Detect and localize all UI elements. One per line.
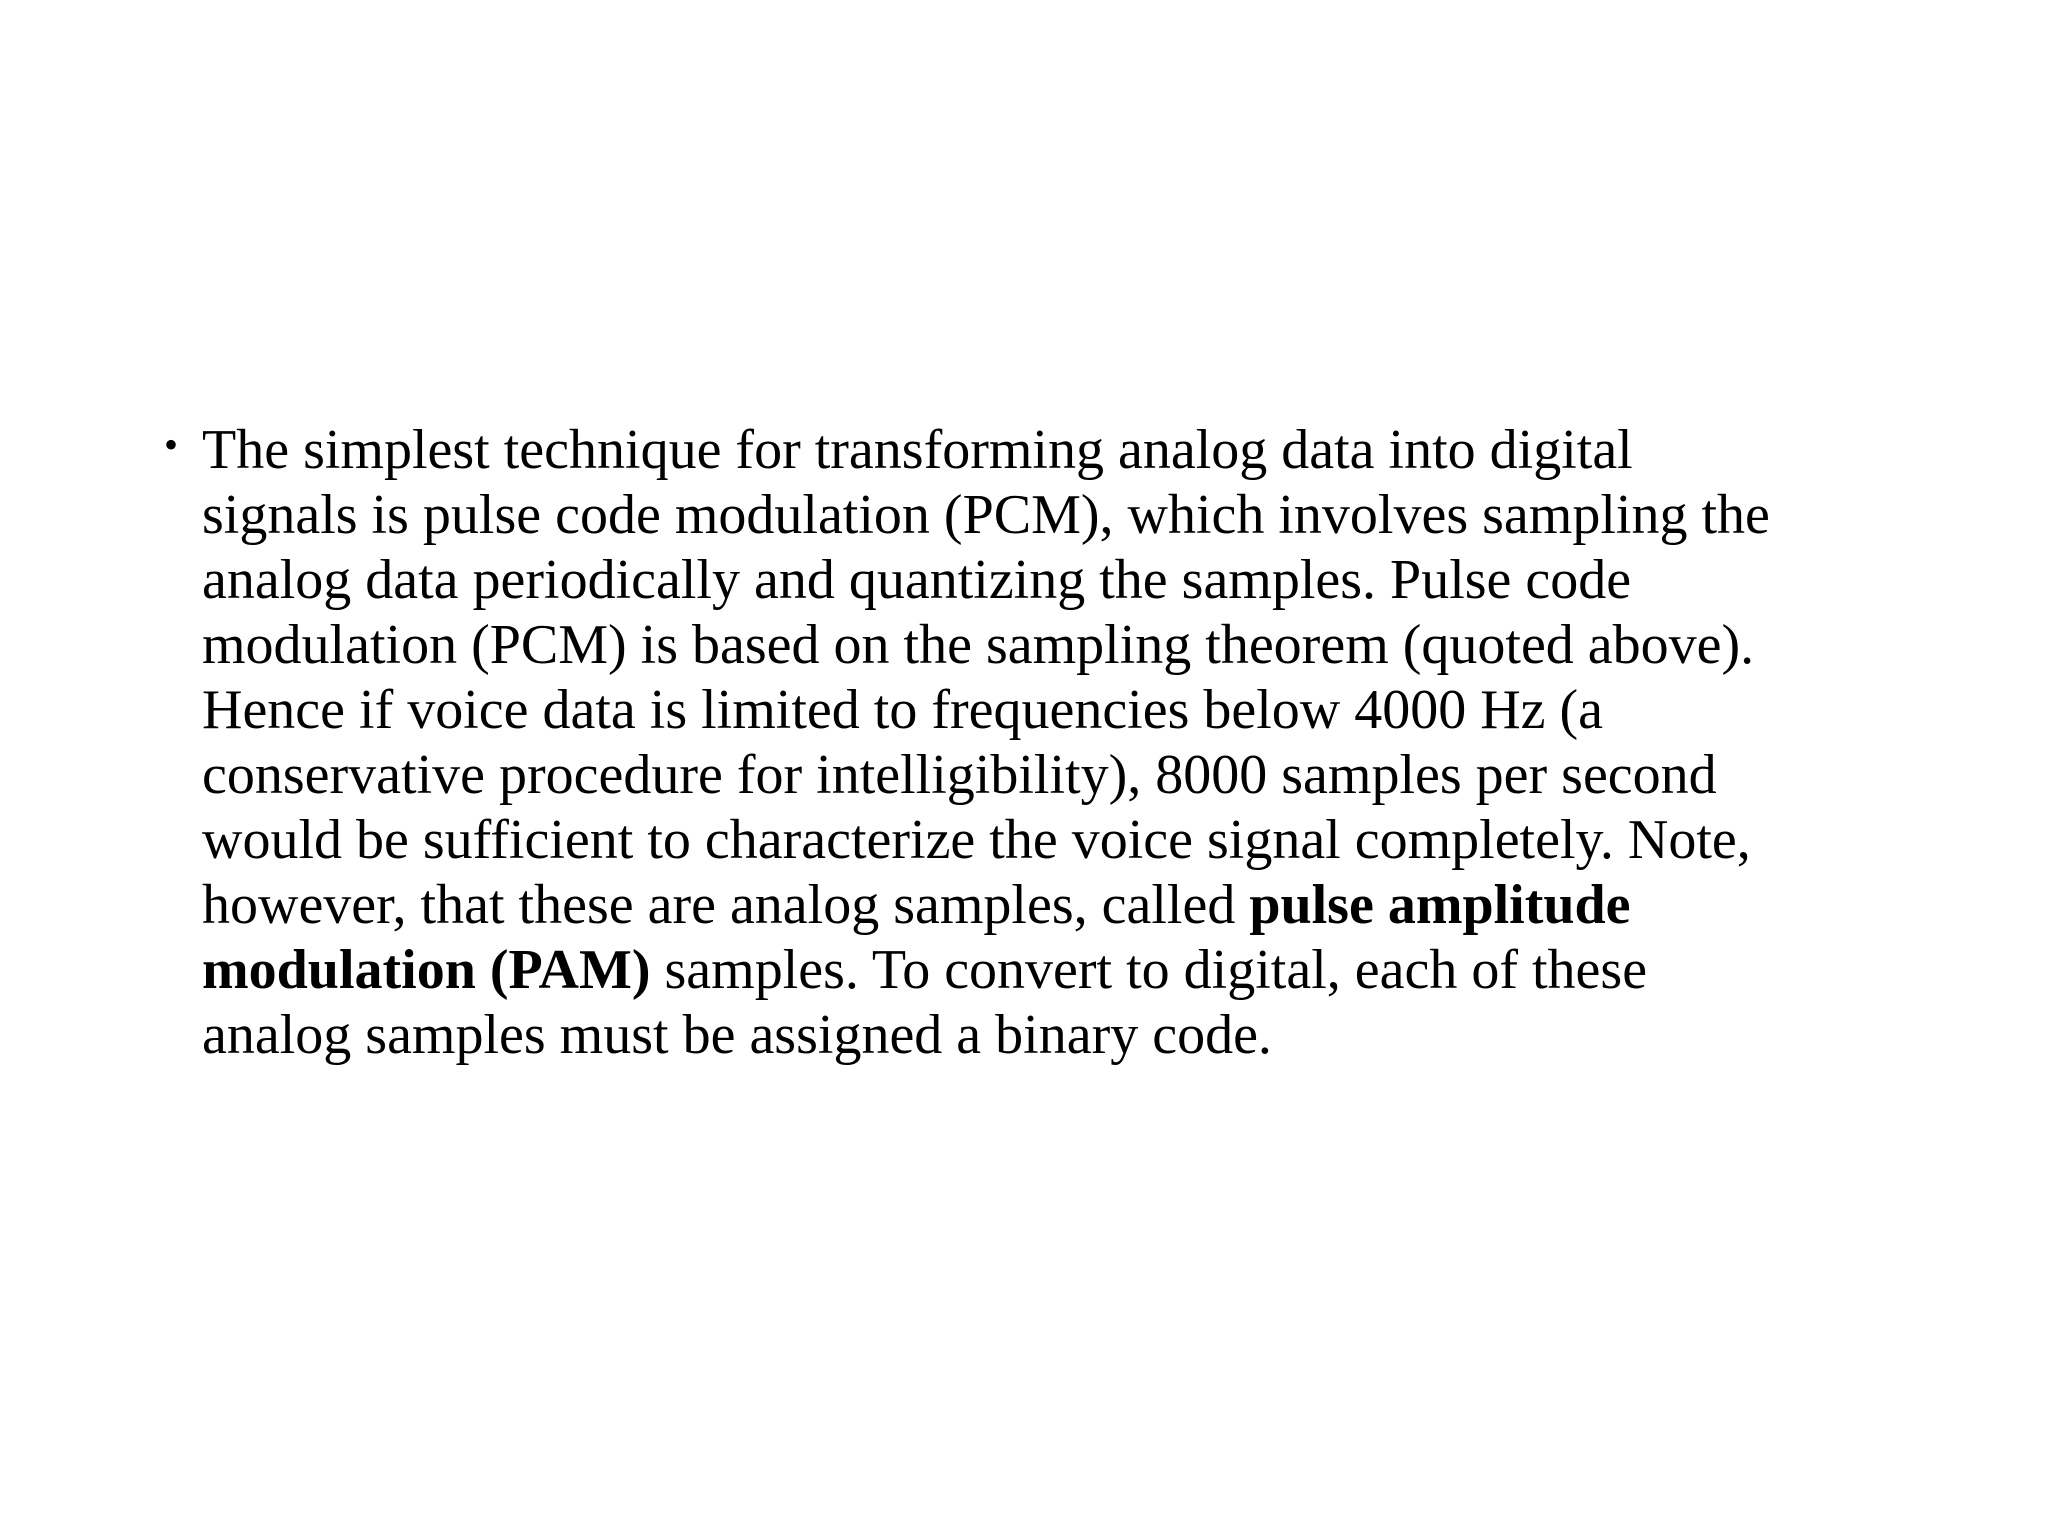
paragraph-line-10: analog samples must be assigned a binary code. <box>202 1004 1272 1066</box>
paragraph-line-3: analog data periodically and quantizing the samples. Pulse code <box>202 549 1632 611</box>
bullet-list <box>160 418 1920 1068</box>
paragraph-line-2: signals is pulse code modulation (PCM), which involves sampling the <box>202 484 1770 546</box>
bold-term-pam-part-2: modulation (PAM) <box>202 939 651 1001</box>
paragraph-line-9-text: samples. To convert to digital, each of these <box>650 939 1648 1001</box>
paragraph-line-7: would be sufficient to characterize the voice signal completely. Note, <box>202 809 1751 871</box>
paragraph-line-8-text: however, that these are analog samples, called <box>202 874 1250 936</box>
bullet-item-pcm <box>160 418 1920 1068</box>
paragraph-line-1: The simplest technique for transforming analog data into digital <box>202 419 1633 481</box>
paragraph-line-6: conservative procedure for intelligibility), 8000 samples per second <box>202 744 1717 806</box>
paragraph-line-4: modulation (PCM) is based on the sampling theorem (quoted above). <box>202 614 1755 676</box>
bold-term-pam-part-1: pulse amplitude <box>1249 874 1631 936</box>
paragraph-line-5: Hence if voice data is limited to frequencies below 4000 Hz (a <box>202 679 1604 741</box>
paragraph-line-8 <box>202 873 1920 938</box>
bullet-dot-icon: • <box>164 422 179 467</box>
paragraph-line-9 <box>202 938 1920 1003</box>
